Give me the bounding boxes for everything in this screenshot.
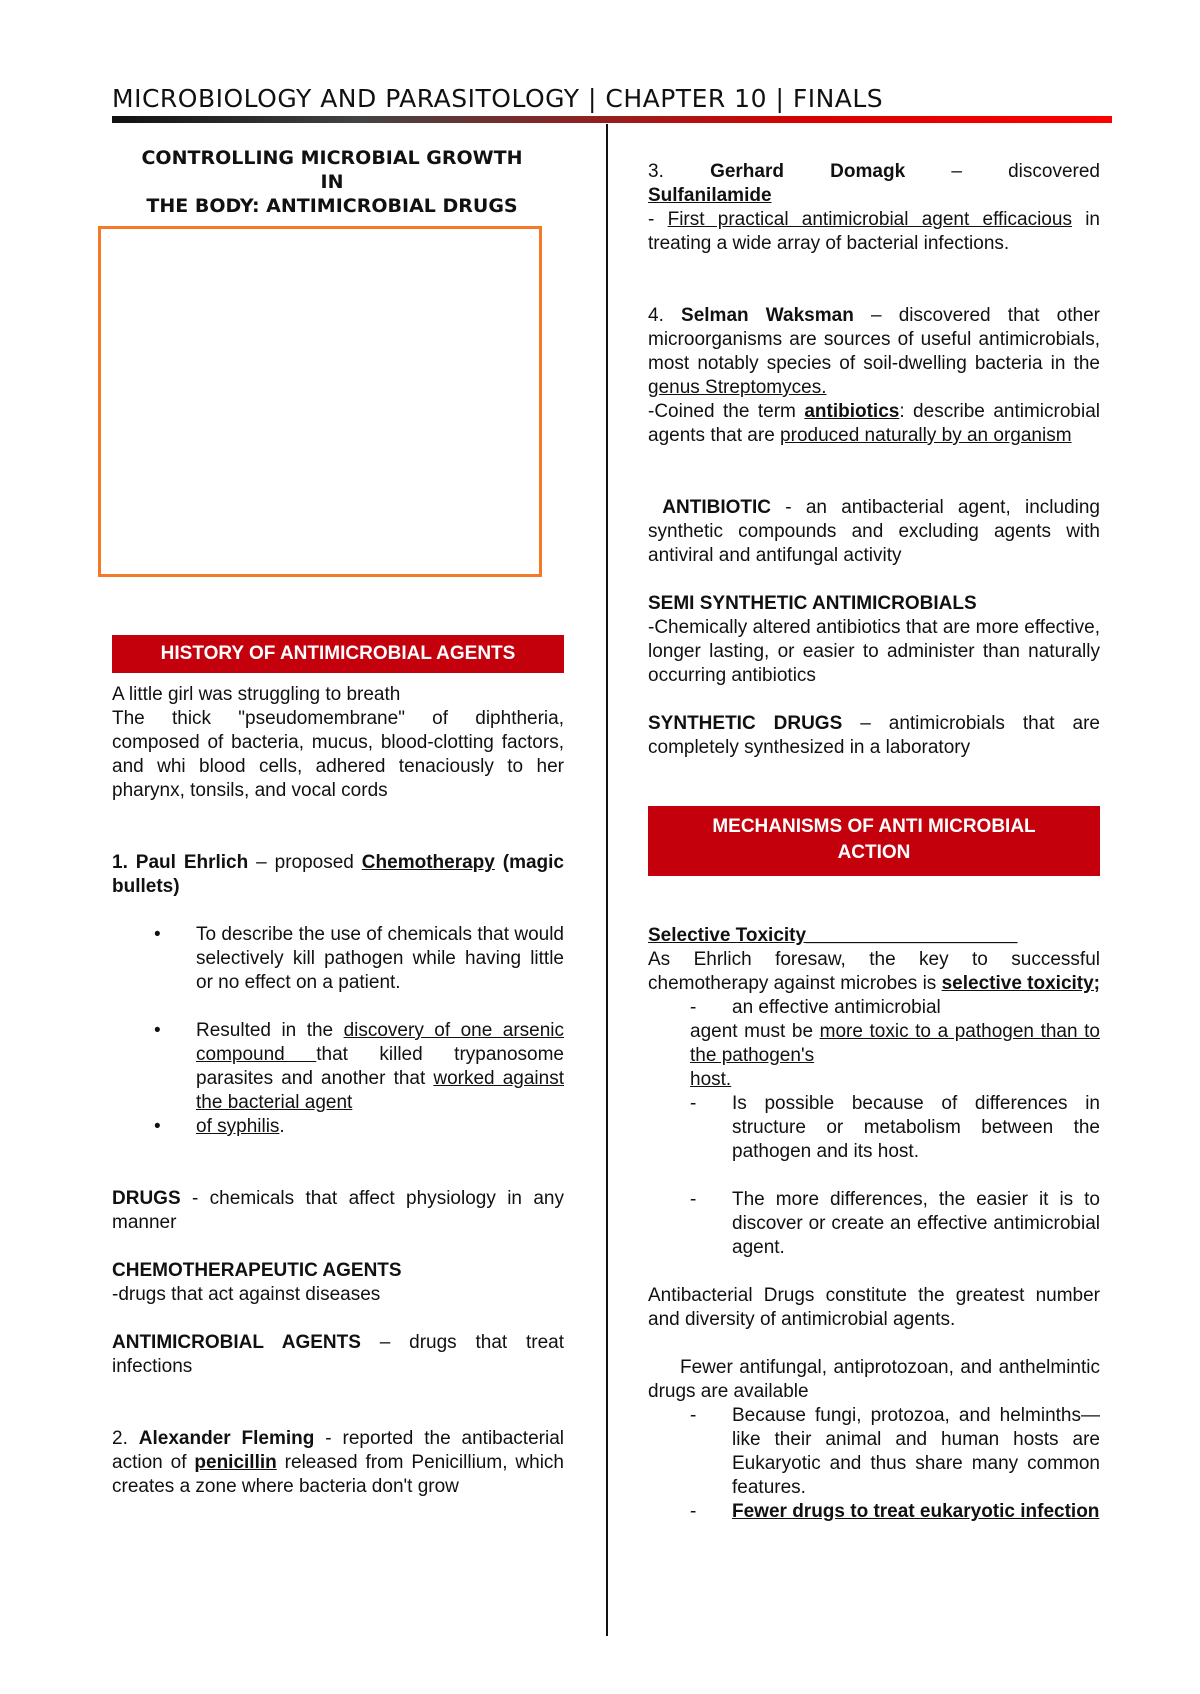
bullet-end: .: [279, 1116, 285, 1137]
title-line-3: THE BODY: ANTIMICROBIAL DRUGS: [146, 195, 518, 217]
synthetic-term: SYNTHETIC DRUGS: [648, 713, 843, 734]
domagk-number: 3.: [648, 161, 711, 182]
domagk-rest: in treating a wide array of bacterial infections.: [648, 209, 1101, 254]
bullet-text: To describe the use of chemicals that would selectively kill pathogen while having little or no effect on a patient.: [196, 924, 564, 993]
arsenic-discovery: discovery of one arsenic compound: [196, 1020, 564, 1065]
drugs-def: - chemicals that affect physiology in any manner: [112, 1188, 564, 1233]
fleming-text: - reported the antibacterial action of: [112, 1428, 564, 1473]
waksman-name: Selman Waksman: [681, 305, 854, 326]
dash-icon: -: [690, 1405, 697, 1426]
ehrlich-bullets: [112, 923, 564, 1139]
ehrlich-entry: [112, 851, 564, 899]
mechanisms-heading-line-2: ACTION: [837, 842, 911, 863]
list-item: [648, 1092, 1100, 1164]
sulfanilamide-line: [648, 184, 1100, 208]
chemo-term-text: CHEMOTHERAPEUTIC AGENTS: [112, 1260, 402, 1281]
coined-entry: [648, 400, 1100, 448]
fleming-entry: [112, 1427, 564, 1499]
domagk-dash: -: [648, 209, 668, 230]
item-text: Because fungi, protozoa, and helminths—like their animal and human hosts are Eukaryotic and thus share many common features.: [732, 1405, 1100, 1498]
waksman-text: – discovered that other microorganisms are sources of useful antimicrobials, most notably species of soil-dwelling bacteria in the: [648, 305, 1100, 374]
bullet-text: Resulted in the: [196, 1020, 344, 1041]
mechanisms-heading-line-1: MECHANISMS OF ANTI MICROBIAL: [712, 816, 1036, 837]
column-divider: [606, 124, 608, 1636]
fleming-number: 2.: [112, 1428, 139, 1449]
magic-bullets: (magic bullets): [112, 852, 564, 897]
bullet-text: that killed trypanosome parasites and another that: [196, 1044, 564, 1089]
domagk-underlined: First practical antimicrobial agent efficacious: [667, 209, 1072, 230]
bullet-icon: •: [154, 1116, 161, 1137]
list-item: [112, 1115, 564, 1139]
selective-toxicity-term: selective toxicity;: [941, 973, 1101, 994]
domagk-name: Gerhard Domagk: [710, 161, 906, 182]
intro-paragraph: The thick "pseudomembrane" of diphtheria, composed of bacteria, mucus, blood-clotting factors, and whi blood cells, adhered tenaciously to her pharynx, tonsils, and vocal cords: [112, 708, 564, 801]
antimicrobial-definition: [112, 1331, 564, 1379]
coined-text-2: : describe antimicrobial agents that are: [648, 401, 1100, 446]
synthetic-def: – antimicrobials that are completely synthesized in a laboratory: [648, 713, 1100, 758]
selective-list: [648, 996, 1100, 1020]
left-column: [112, 146, 564, 1499]
dash-icon: -: [690, 997, 697, 1018]
drugs-term: DRUGS: [112, 1188, 181, 1209]
chemo-term: [112, 1259, 564, 1283]
waksman-number: 4.: [648, 305, 682, 326]
fleming-name: Alexander Fleming: [138, 1428, 315, 1449]
ehrlich-name: Paul Ehrlich: [135, 852, 249, 873]
history-heading: HISTORY OF ANTIMICROBIAL AGENTS: [112, 635, 564, 673]
list-item: [648, 1500, 1100, 1524]
more-toxic-text: more toxic to a pathogen than to the pathogen's: [690, 1021, 1100, 1066]
chapter-title: [112, 146, 552, 218]
waksman-entry: [648, 304, 1100, 400]
domagk-desc: [648, 208, 1100, 256]
sulfanilamide-term: Sulfanilamide: [648, 185, 772, 206]
title-line-1: CONTROLLING MICROBIAL GROWTH: [141, 147, 523, 169]
streptomyces-term: genus Streptomyces.: [648, 377, 827, 398]
selective-text: As Ehrlich foresaw, the key to successful chemotherapy against microbes is: [648, 949, 1100, 994]
bullet-icon: •: [154, 924, 161, 945]
intro-line: A little girl was struggling to breath: [112, 684, 401, 705]
synthetic-definition: [648, 712, 1100, 760]
host-text: host.: [690, 1069, 732, 1090]
antimicrobial-term: ANTIMICROBIAL AGENTS: [112, 1332, 361, 1353]
ehrlich-number: 1.: [112, 852, 128, 873]
selective-heading-text: Selective Toxicity____________________: [648, 925, 1018, 946]
title-line-2: IN: [320, 171, 344, 193]
item-text: agent must be: [690, 1021, 820, 1042]
semi-term: [648, 592, 1100, 616]
antibiotic-def: - an antibacterial agent, including synthetic compounds and excluding agents with antiviral and antifungal activity: [648, 497, 1100, 566]
domagk-mid: – discovered: [905, 161, 1100, 182]
item-text: The more differences, the easier it is to discover or create an effective antimicrobial agent.: [732, 1189, 1100, 1258]
antibiotics-term: antibiotics: [804, 401, 900, 422]
drugs-definition: [112, 1187, 564, 1235]
right-column: [648, 160, 1100, 1524]
item-text: Is possible because of differences in structure or metabolism between the pathogen and its host.: [732, 1093, 1100, 1162]
page-header: MICROBIOLOGY AND PARASITOLOGY | CHAPTER 10 | FINALS: [112, 84, 884, 113]
syphilis-work: worked against the bacterial agent: [196, 1068, 565, 1113]
bullet-icon: •: [154, 1020, 161, 1041]
semi-term-text: SEMI SYNTHETIC ANTIMICROBIALS: [648, 593, 977, 614]
dash-icon: -: [690, 1501, 697, 1522]
list-item: [112, 1019, 564, 1115]
list-item: [648, 1404, 1100, 1500]
coined-text: -Coined the term: [648, 401, 805, 422]
syphilis-text: of syphilis: [196, 1116, 280, 1137]
dash-icon: -: [690, 1093, 697, 1114]
item-text: an effective antimicrobial: [732, 997, 941, 1018]
list-item: [112, 923, 564, 995]
antibiotic-term: ANTIBIOTIC: [662, 497, 771, 518]
fewer-drugs-text: Fewer drugs to treat eukaryotic infection: [732, 1501, 1100, 1522]
image-placeholder: [98, 226, 542, 577]
fewer-paragraph: Fewer antifungal, antiprotozoan, and anthelmintic drugs are available: [648, 1357, 1100, 1402]
semi-def: -Chemically altered antibiotics that are more effective, longer lasting, or easier to administer than naturally occurring antibiotics: [648, 617, 1100, 686]
fewer-list: [648, 1404, 1100, 1524]
antibacterial-paragraph: Antibacterial Drugs constitute the greatest number and diversity of antimicrobial agents.: [648, 1285, 1100, 1330]
antibiotic-definition: [648, 496, 1100, 568]
list-item: [648, 1188, 1100, 1260]
dash-icon: -: [690, 1189, 697, 1210]
selective-list-2: [648, 1092, 1100, 1260]
selective-intro: [648, 948, 1100, 996]
selective-item-continued: [648, 1020, 1100, 1068]
produced-naturally: produced naturally by an organism: [780, 425, 1072, 446]
domagk-entry: [648, 160, 1100, 184]
antimicrobial-def: – drugs that treat infections: [112, 1332, 565, 1377]
chemo-def: -drugs that act against diseases: [112, 1284, 381, 1305]
mechanisms-heading: [648, 806, 1100, 876]
penicillin-term: penicillin: [194, 1452, 277, 1473]
header-rule: [112, 116, 1112, 123]
selective-heading: [648, 924, 1100, 948]
host-line: [648, 1068, 1100, 1092]
fleming-text-2: released from Penicillium, which creates a zone where bacteria don't grow: [112, 1452, 564, 1497]
ehrlich-mid: – proposed: [248, 852, 362, 873]
chemotherapy-term: Chemotherapy: [361, 852, 495, 873]
list-item: [648, 996, 1100, 1020]
